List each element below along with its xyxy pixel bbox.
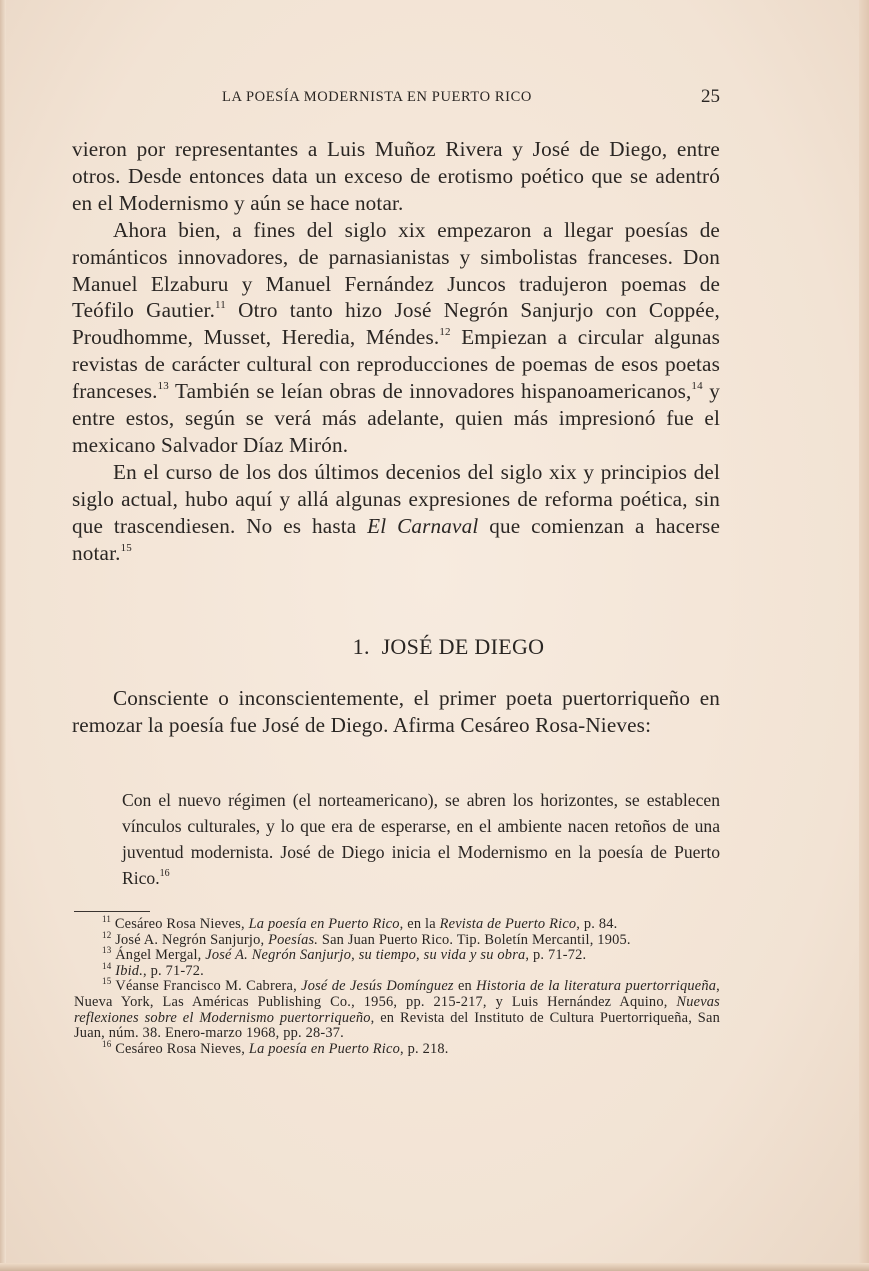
section-title: JOSÉ DE DIEGO [381, 634, 545, 659]
text-run: También se leían obras de innovadores hispanoamericanos, [168, 379, 692, 404]
italic-title: Nuevas reflexiones sobre el Modernismo puertorriqueño [74, 993, 720, 1026]
italic-title: José de Jesús Domínguez [301, 978, 454, 995]
text-run: , en Revista del Instituto de Cultura Puertorriqueña, San Juan, núm. 38. Enero-marzo 1968, pp. 28-37. [74, 1009, 720, 1042]
footnote [74, 929, 720, 949]
body-text [72, 136, 720, 567]
text-run: En el curso de los dos últimos decenios del siglo xix y principios del siglo actual, hubo aquí y allá algunas expresiones de reforma poética, sin que trascendiesen. No es hasta [72, 459, 720, 538]
footnote-ref: 14 [691, 380, 703, 393]
text-run: , p. 71-72. [143, 962, 204, 979]
footnote-ref: 16 [102, 1038, 112, 1049]
text-run: y entre estos, según se verá más adelante, quien más impresionó fue el mexicano Salvador Díaz Mirón. [72, 379, 720, 457]
running-head-title: LA POESÍA MODERNISTA EN PUERTO RICO [222, 89, 532, 105]
text-run: Ahora bien, a fines del siglo xix empezaron a llegar poesías de románticos innovadores, de parnasianistas y simbolistas franceses. Don Manuel Elzaburu y Manuel Fernández Juncos tradujeron poemas de Teófilo Gautier. [72, 217, 720, 323]
footnote [74, 976, 720, 1042]
section-number: 1. [352, 634, 370, 659]
text-run: Empiezan a circular algunas revistas de carácter cultural con reproducciones de poemas de esos poetas franceses. [72, 325, 720, 404]
text-run: Ángel Mergal, [111, 947, 206, 964]
italic-title: Revista de Puerto Rico [439, 916, 577, 932]
footnote-ref: 15 [102, 976, 112, 987]
text-run: Véanse Francisco M. Cabrera, [111, 978, 302, 995]
italic-title: La poesía en Puerto Rico [248, 1040, 400, 1057]
text-run: , en la [399, 916, 440, 932]
footnote-ref: 11 [102, 914, 112, 924]
text-run: , p. 218. [399, 1040, 449, 1057]
text-run: Cesáreo Rosa Nieves, [111, 916, 249, 932]
running-head [72, 86, 720, 108]
text-run: Con el nuevo régimen (el norteamericano), se abren los horizontes, se establecen vínculos culturales, y lo que era de esperarse, en el ambiente nacen retoños de una juventud modernista. José de Diego inicia el Modernismo en la poesía de Puerto Rico. [122, 790, 720, 888]
text-run: Consciente o inconscientemente, el primer poeta puertorriqueño en remozar la poesía fue José de Diego. Afirma Cesáreo Rosa-Nieves: [72, 686, 720, 737]
text-run: que comienzan a hacerse notar. [72, 513, 720, 565]
paragraph [72, 459, 720, 567]
footnote-ref: 12 [102, 929, 112, 940]
text-run: , p. 71-72. [525, 947, 587, 964]
section-heading [0, 634, 869, 660]
page-number: 25 [701, 86, 720, 107]
footnote-ref: 11 [215, 299, 226, 312]
text-run: José A. Negrón Sanjurjo, [111, 931, 269, 948]
footnote-ref: 15 [120, 541, 132, 554]
text-run: en [453, 978, 477, 995]
block-quote [122, 787, 720, 891]
footnote-ref: 13 [157, 380, 169, 393]
paragraph [72, 136, 720, 217]
intro-text [72, 685, 720, 739]
italic-title: El Carnaval [367, 513, 479, 538]
footnotes [74, 914, 720, 1057]
text-run: San Juan Puerto Rico. Tip. Boletín Mercantil, 1905. [318, 931, 631, 948]
footnote [74, 1038, 720, 1058]
paragraph [72, 217, 720, 459]
footnote [74, 945, 720, 964]
footnote-ref: 14 [102, 960, 112, 971]
text-run: Cesáreo Rosa Nieves, [111, 1040, 249, 1057]
footnote-divider [74, 911, 150, 912]
italic-title: Ibid. [115, 962, 143, 979]
footnote-ref: 12 [439, 326, 451, 339]
italic-title: La poesía en Puerto Rico [248, 916, 400, 932]
italic-title: José A. Negrón Sanjurjo, su tiempo, su vida y su obra [205, 947, 526, 964]
page-bottom-edge [0, 1263, 869, 1271]
paragraph [72, 685, 720, 739]
quote-text [122, 787, 720, 891]
text-run: Otro tanto hizo José Negrón Sanjurjo con Coppée, Proudhomme, Musset, Heredia, Méndes. [72, 298, 720, 350]
text-run: vieron por representantes a Luis Muñoz Rivera y José de Diego, entre otros. Desde entonces data un exceso de erotismo poético que se adentró en el Modernismo y aún se hace notar. [72, 137, 720, 215]
text-run: , p. 84. [576, 916, 618, 932]
italic-title: Poesías. [268, 931, 319, 948]
italic-title: Historia de la literatura puertorriqueña [476, 978, 717, 995]
footnote-ref: 13 [102, 945, 112, 956]
footnote-ref: 16 [159, 868, 170, 879]
text-run: , Nueva York, Las Américas Publishing Co., 1956, pp. 215-217, y Luis Hernández Aquino, [74, 978, 720, 1010]
footnote [74, 914, 720, 933]
